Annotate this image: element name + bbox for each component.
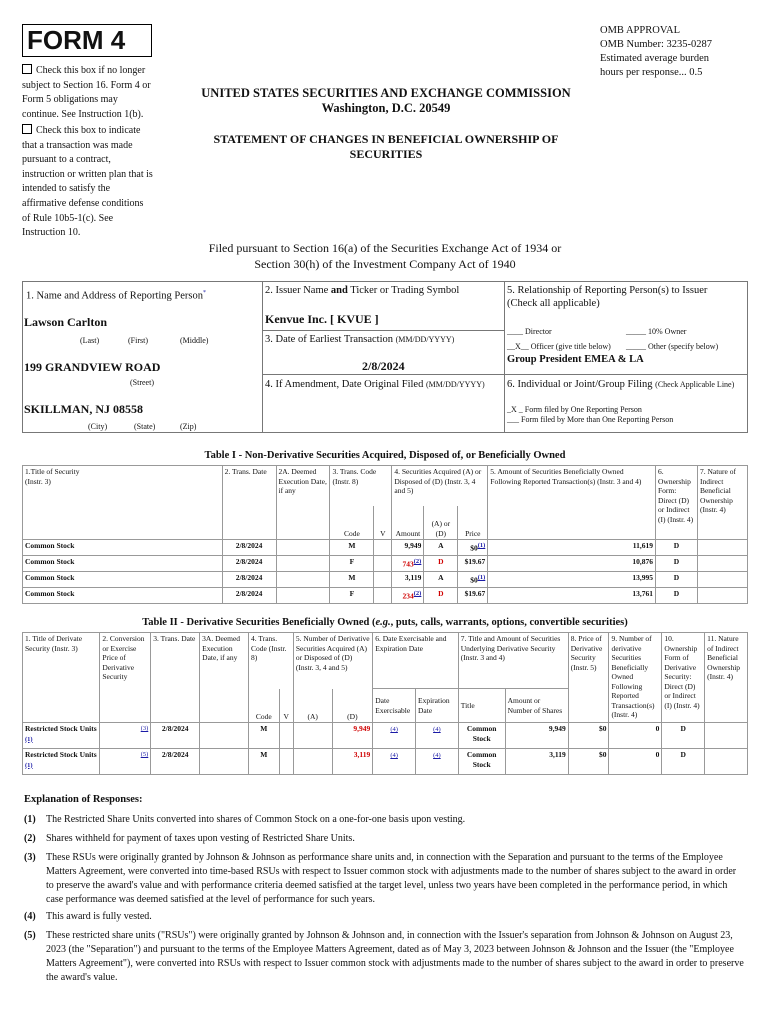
derivative-price-cell: $0: [568, 723, 609, 749]
street-caption: (Street): [130, 378, 154, 387]
explanation-text: This award is fully vested.: [46, 911, 152, 922]
amount-cell: [392, 540, 424, 556]
ownership-form-cell: D: [662, 723, 705, 749]
derivative-price-cell: $0: [568, 749, 609, 775]
filed-line: Filed pursuant to Section 16(a) of the Securities Exchange Act of 1934 or: [208, 241, 562, 255]
sub-header: Code: [330, 506, 374, 540]
multiple-reporting-persons-option: ___ Form filed by More than One Reporting Person: [507, 415, 674, 424]
box1-label: 1. Name and Address of Reporting Person*: [26, 290, 207, 302]
amount-cell: [392, 588, 424, 604]
other-option: _____ Other (specify below): [626, 342, 719, 351]
deemed-date-cell: [276, 556, 330, 572]
sub-header: Amount: [392, 506, 424, 540]
deemed-date-cell: [200, 749, 249, 775]
owned-cell: 10,876: [488, 556, 656, 572]
zip-caption: (Zip): [180, 422, 197, 431]
sub-header: (A): [293, 689, 332, 723]
explanation-item: [24, 910, 749, 924]
underlying-shares-cell: 9,949: [505, 723, 568, 749]
trans-date-cell: 2/8/2024: [151, 749, 200, 775]
derivative-title-cell: [23, 723, 100, 749]
explanation-number: (4): [24, 911, 36, 922]
checkbox-text: Check this box to indicate: [36, 125, 141, 136]
v-cell: [374, 556, 392, 572]
first-caption: (First): [128, 336, 148, 345]
col-header: 5. Number of Derivative Securities Acquired (A) or Disposed of (D) (Instr. 3, 4 and 5): [293, 633, 372, 689]
middle-caption: (Middle): [180, 336, 209, 345]
checkbox-text: continue. See Instruction 1(b).: [22, 108, 144, 120]
v-cell: [374, 588, 392, 604]
col-header: 2. Conversion or Exercise Price of Derivative Security: [100, 633, 151, 723]
trans-date-cell: 2/8/2024: [222, 556, 276, 572]
price-cell: [458, 588, 488, 604]
security-title-cell: Common Stock: [23, 588, 223, 604]
col-header: 3. Trans. Code (Instr. 8): [330, 466, 392, 506]
omb-line: OMB Number: 3235-0287: [600, 39, 712, 50]
col-header: 3. Trans. Date: [151, 633, 200, 723]
disposed-cell: 9,949: [332, 723, 373, 749]
officer-option: __X__ Officer (give title below): [507, 342, 611, 351]
col-header: 7. Nature of Indirect Beneficial Ownership (Instr. 4): [697, 466, 747, 540]
col-header: 1. Title of Derivate Security (Instr. 3): [23, 633, 100, 723]
amount-value: 3,119: [404, 573, 422, 582]
section16-checkbox[interactable]: [22, 64, 32, 74]
trans-code-cell: M: [249, 749, 280, 775]
trans-date-cell: 2/8/2024: [151, 723, 200, 749]
deemed-date-cell: [200, 723, 249, 749]
non-derivative-table: [22, 465, 748, 604]
trans-date-cell: 2/8/2024: [222, 588, 276, 604]
checkbox-text: instruction or written plan that is: [22, 168, 153, 180]
explanation-text: The Restricted Share Units converted into shares of Common Stock on a one-for-one basis upon vesting.: [46, 814, 466, 825]
nature-cell: [705, 749, 748, 775]
checkbox-text: Form 5 obligations may: [22, 94, 118, 106]
price-cell: [458, 572, 488, 588]
col-header: 7. Title and Amount of Securities Underlying Derivative Security (Instr. 3 and 4): [458, 633, 568, 689]
price-value: $0: [470, 575, 478, 585]
deemed-date-cell: [276, 588, 330, 604]
trans-code-cell: M: [330, 540, 374, 556]
nature-cell: [697, 556, 747, 572]
col-header: 2. Trans. Date: [222, 466, 276, 540]
divider: [22, 281, 748, 282]
footnote-ref: (1): [477, 542, 486, 549]
explanation-item: [24, 929, 749, 985]
explanation-number: (5): [24, 930, 36, 941]
ownership-form-cell: D: [655, 572, 697, 588]
form-title: FORM 4: [22, 24, 152, 57]
owned-cell: 13,995: [488, 572, 656, 588]
owned-cell: 13,761: [488, 588, 656, 604]
explanation-text: These restricted share units ("RSUs") were originally granted by Johnson & Johnson and, in connection with the Issuer's separation from Johnson & Johnson on August 23, 2023 (the "Separation") and pursuant to the terms of the Employee Matters Agreement, dated as of May 3, 2023 between Johnson & Johnson and the Issuer (the "Employee Matters Agreement"), were converted into RSUs with respect to Issuer common stock with adjustments made to the number of shares subject to the award in order to preserve the award's value.: [46, 930, 744, 983]
nature-cell: [697, 588, 747, 604]
col-header: 9. Number of derivative Securities Beneficially Owned Following Reported Transaction(s) (Instr. 4): [609, 633, 662, 723]
table-row: [23, 749, 748, 775]
checkbox-text: affirmative defense conditions: [22, 197, 144, 209]
col-header: 8. Price of Derivative Security (Instr. 5): [568, 633, 609, 723]
table-row: [23, 723, 748, 749]
derivative-title: Restricted Stock Units: [25, 750, 97, 759]
checkbox-text: of Rule 10b5-1(c). See: [22, 212, 114, 224]
col-header: 6. Ownership Form: Direct (D) or Indirect (I) (Instr. 4): [655, 466, 697, 540]
filed-line: Section 30(h) of the Investment Company Act of 1940: [254, 257, 516, 271]
table-row: [23, 540, 748, 556]
date-exercisable-cell: [373, 723, 416, 749]
omb-line: hours per response... 0.5: [600, 67, 703, 78]
col-header: 3A. Deemed Execution Date, if any: [200, 633, 249, 723]
explanation-number: (1): [24, 814, 36, 825]
reporting-person-name: Lawson Carlton: [24, 315, 108, 329]
sub-header: Expiration Date: [416, 689, 459, 723]
footnote-ref: (3): [140, 725, 149, 732]
a-or-d-cell: A: [424, 572, 458, 588]
sub-header: V: [374, 506, 392, 540]
col-header: 11. Nature of Indirect Beneficial Ownership (Instr. 4): [705, 633, 748, 723]
table-row: [23, 588, 748, 604]
derivative-table: [22, 632, 748, 775]
col-header: 6. Date Exercisable and Expiration Date: [373, 633, 459, 689]
amount-value: 234: [402, 591, 414, 601]
trans-code-cell: M: [330, 572, 374, 588]
box6-label: 6. Individual or Joint/Group Filing (Check Applicable Line): [507, 379, 735, 390]
one-reporting-person-option: _X _ Form filed by One Reporting Person: [507, 405, 642, 414]
sub-header: (A) or (D): [424, 506, 458, 540]
deemed-date-cell: [276, 572, 330, 588]
derivative-owned-cell: 0: [609, 749, 662, 775]
deemed-date-cell: [276, 540, 330, 556]
ownership-form-cell: D: [655, 540, 697, 556]
col-header: 4. Securities Acquired (A) or Disposed of (D) (Instr. 3, 4 and 5): [392, 466, 488, 506]
underlying-shares-cell: 3,119: [505, 749, 568, 775]
conversion-price-cell: [100, 749, 151, 775]
divider: [262, 374, 748, 375]
city-caption: (City): [88, 422, 108, 431]
explanation-item: [24, 832, 749, 846]
officer-title: Group President EMEA & LA: [507, 354, 644, 365]
ten-percent-owner-option: _____ 10% Owner: [626, 327, 687, 336]
sub-header: Title: [458, 689, 505, 723]
price-value: $0: [470, 543, 478, 553]
footnote-ref: (1): [477, 574, 486, 581]
explanation-item: [24, 813, 749, 827]
a-or-d-cell: D: [424, 556, 458, 572]
sub-header: Price: [458, 506, 488, 540]
filed-pursuant: [160, 240, 610, 272]
derivative-owned-cell: 0: [609, 723, 662, 749]
issuer-name: Kenvue Inc. [ KVUE ]: [265, 312, 379, 326]
rule10b5-checkbox-note: [22, 124, 170, 241]
statement-heading: [176, 132, 596, 162]
acquired-cell: [293, 723, 332, 749]
nature-cell: [697, 540, 747, 556]
sub-header: Code: [249, 689, 280, 723]
section16-checkbox-note: [22, 64, 170, 122]
owned-cell: 11,619: [488, 540, 656, 556]
ownership-form-cell: D: [655, 556, 697, 572]
v-cell: [374, 540, 392, 556]
box4-label: 4. If Amendment, Date Original Filed (MM/DD/YYYY): [265, 379, 485, 390]
table2-title: Table II - Derivative Securities Beneficially Owned (e.g., puts, calls, warrants, options, convertible securities): [142, 617, 628, 628]
price-cell: [458, 556, 488, 572]
security-title-cell: Common Stock: [23, 556, 223, 572]
table-row: [23, 572, 748, 588]
divider: [262, 281, 263, 432]
rule10b5-checkbox[interactable]: [22, 124, 32, 134]
sub-header: Date Exercisable: [373, 689, 416, 723]
city-state-zip: SKILLMAN, NJ 08558: [24, 402, 144, 416]
amount-value: 743: [402, 559, 414, 569]
explanation-text: These RSUs were originally granted by Johnson & Johnson as performance share units and, in connection with the Separation and pursuant to the terms of the Employee Matters Agreement, were converted into time-based RSUs with respect to Issuer common stock with adjustments made to the number of shares subject to the award in order to preserve the award's value and with performance criteria deemed satisfied at the target level, unless two years have been completed in the performance period, in which case performance was deemed satisfied at the level of performance for such years.: [46, 852, 737, 905]
sub-header: V: [279, 689, 293, 723]
trans-date-cell: 2/8/2024: [222, 572, 276, 588]
footnote-ref: (4): [433, 726, 441, 733]
checkbox-text: intended to satisfy the: [22, 183, 111, 195]
last-caption: (Last): [80, 336, 100, 345]
divider: [22, 281, 23, 432]
nature-cell: [705, 723, 748, 749]
omb-line: Estimated average burden: [600, 53, 710, 64]
divider: [22, 432, 748, 433]
earliest-transaction-date: 2/8/2024: [362, 359, 405, 373]
derivative-title: Restricted Stock Units: [25, 724, 97, 733]
sub-header: Amount or Number of Shares: [505, 689, 568, 723]
ownership-form-cell: D: [655, 588, 697, 604]
acquired-cell: [293, 749, 332, 775]
expiration-date-cell: [416, 723, 459, 749]
street-address: 199 GRANDVIEW ROAD: [24, 360, 161, 374]
price-value: $19.67: [464, 557, 486, 566]
omb-approval: [600, 24, 765, 80]
trans-date-cell: 2/8/2024: [222, 540, 276, 556]
footnote-ref: (5): [140, 751, 149, 758]
divider: [504, 281, 505, 432]
box2-label: 2. Issuer Name and Ticker or Trading Symbol: [265, 285, 460, 296]
director-option: ____ Director: [507, 327, 552, 336]
col-header: 2A. Deemed Execution Date, if any: [276, 466, 330, 540]
security-title-cell: Common Stock: [23, 540, 223, 556]
checkbox-text: Instruction 10.: [22, 227, 81, 239]
col-header: 1.Title of Security (Instr. 3): [23, 466, 223, 540]
commission-name: UNITED STATES SECURITIES AND EXCHANGE COMMISSION: [201, 86, 571, 100]
table-row: [23, 556, 748, 572]
checkbox-text: Check this box if no longer: [36, 65, 146, 76]
explanation-number: (3): [24, 852, 36, 863]
col-header: 5. Amount of Securities Beneficially Owned Following Reported Transaction(s) (Instr. 3 and 4): [488, 466, 656, 540]
checkbox-text: that a transaction was made: [22, 139, 133, 151]
a-or-d-cell: D: [424, 588, 458, 604]
state-caption: (State): [134, 422, 156, 431]
price-cell: [458, 540, 488, 556]
commission-city: Washington, D.C. 20549: [321, 101, 451, 115]
col-header: 10. Ownership Form of Derivative Security: Direct (D) or Indirect (I) (Instr. 4): [662, 633, 705, 723]
statement-line: STATEMENT OF CHANGES IN BENEFICIAL OWNERSHIP OF: [213, 132, 559, 146]
v-cell: [279, 749, 293, 775]
price-value: $19.67: [464, 589, 486, 598]
trans-code-cell: M: [249, 723, 280, 749]
amount-cell: [392, 556, 424, 572]
conversion-price-cell: [100, 723, 151, 749]
a-or-d-cell: A: [424, 540, 458, 556]
commission-heading: [176, 86, 596, 116]
derivative-title-cell: [23, 749, 100, 775]
explanation-number: (2): [24, 833, 36, 844]
footnote-ref: (1): [25, 735, 33, 743]
explanation-text: Shares withheld for payment of taxes upon vesting of Restricted Share Units.: [46, 833, 355, 844]
omb-line: OMB APPROVAL: [600, 25, 681, 36]
security-title-cell: Common Stock: [23, 572, 223, 588]
disposed-cell: 3,119: [332, 749, 373, 775]
ownership-form-cell: D: [662, 749, 705, 775]
v-cell: [279, 723, 293, 749]
footnote-ref: (1): [25, 761, 33, 769]
sub-header: (D): [332, 689, 373, 723]
explanation-item: [24, 851, 749, 907]
divider: [747, 281, 748, 432]
trans-code-cell: F: [330, 588, 374, 604]
col-header: 4. Trans. Code (Instr. 8): [249, 633, 294, 689]
explanation-title: Explanation of Responses:: [24, 794, 143, 805]
table1-title: Table I - Non-Derivative Securities Acquired, Disposed of, or Beneficially Owned: [204, 450, 566, 461]
footnote-ref: (4): [390, 752, 398, 759]
checkbox-text: subject to Section 16. Form 4 or: [22, 79, 151, 91]
box3-label: 3. Date of Earliest Transaction (MM/DD/YYYY): [265, 334, 455, 345]
footnote-ref: (2): [413, 558, 422, 565]
box5-label: 5. Relationship of Reporting Person(s) to Issuer (Check all applicable): [507, 285, 708, 309]
nature-cell: [697, 572, 747, 588]
statement-line: SECURITIES: [349, 147, 423, 161]
amount-value: 9,949: [404, 541, 422, 550]
footnote-ref: (2): [413, 590, 422, 597]
underlying-title-cell: Common Stock: [458, 749, 505, 775]
trans-code-cell: F: [330, 556, 374, 572]
underlying-title-cell: Common Stock: [458, 723, 505, 749]
v-cell: [374, 572, 392, 588]
footnote-ref: (4): [433, 752, 441, 759]
expiration-date-cell: [416, 749, 459, 775]
amount-cell: [392, 572, 424, 588]
footnote-ref: (4): [390, 726, 398, 733]
divider: [262, 330, 504, 331]
checkbox-text: pursuant to a contract,: [22, 154, 111, 166]
date-exercisable-cell: [373, 749, 416, 775]
